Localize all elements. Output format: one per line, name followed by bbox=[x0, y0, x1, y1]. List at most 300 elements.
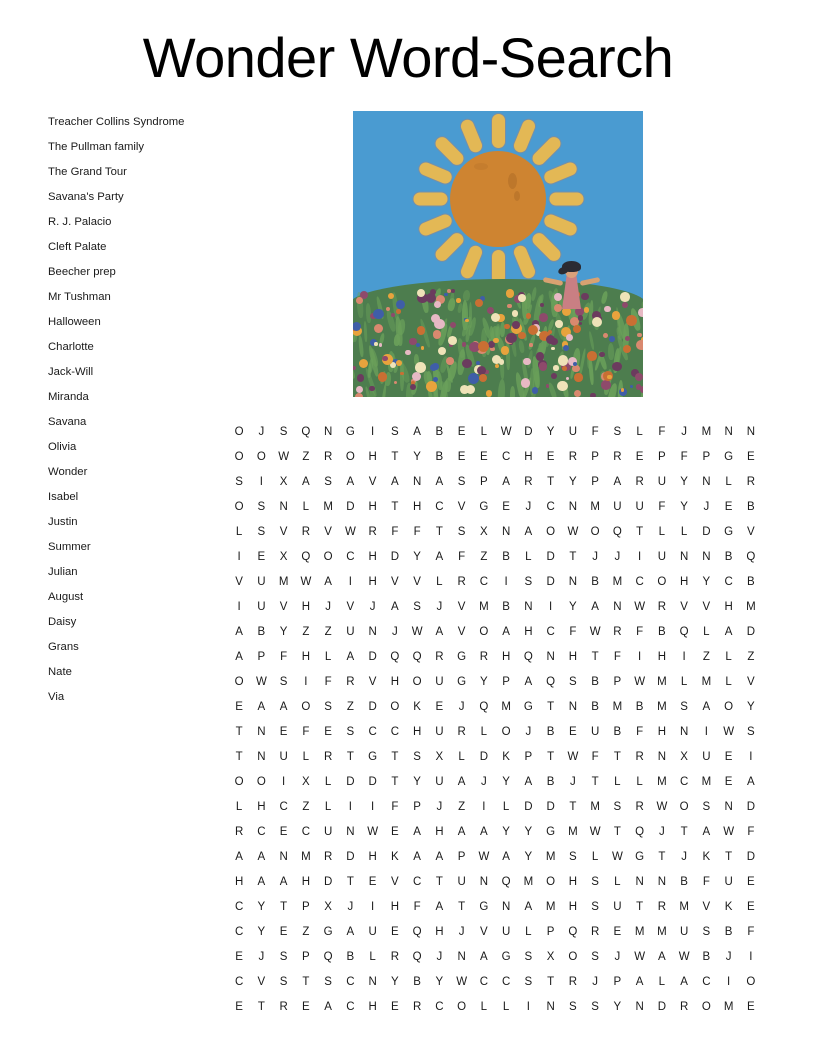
grid-cell[interactable]: N bbox=[568, 701, 578, 713]
grid-cell[interactable]: L bbox=[302, 751, 310, 763]
grid-cell[interactable]: T bbox=[391, 451, 399, 463]
grid-cell[interactable]: B bbox=[413, 976, 421, 988]
grid-cell[interactable]: H bbox=[301, 651, 311, 663]
grid-cell[interactable]: B bbox=[747, 501, 755, 513]
grid-cell[interactable]: P bbox=[613, 676, 622, 688]
grid-cell[interactable]: Q bbox=[568, 926, 578, 938]
grid-cell[interactable]: L bbox=[436, 576, 443, 588]
grid-cell[interactable]: B bbox=[591, 676, 599, 688]
grid-cell[interactable]: S bbox=[613, 426, 622, 438]
grid-cell[interactable]: W bbox=[367, 826, 379, 838]
grid-cell[interactable]: N bbox=[746, 426, 756, 438]
grid-cell[interactable]: J bbox=[436, 601, 443, 613]
grid-cell[interactable]: M bbox=[657, 926, 667, 938]
grid-cell[interactable]: L bbox=[480, 726, 488, 738]
grid-cell[interactable]: A bbox=[413, 826, 421, 838]
grid-cell[interactable]: E bbox=[546, 451, 555, 463]
grid-cell[interactable]: U bbox=[657, 476, 667, 488]
grid-cell[interactable]: B bbox=[435, 451, 444, 463]
grid-cell[interactable]: E bbox=[279, 826, 288, 838]
grid-cell[interactable]: I bbox=[371, 426, 375, 438]
grid-cell[interactable]: B bbox=[435, 426, 444, 438]
grid-cell[interactable]: R bbox=[746, 476, 756, 488]
grid-cell[interactable]: D bbox=[479, 751, 489, 763]
grid-cell[interactable]: L bbox=[235, 801, 243, 813]
grid-cell[interactable]: S bbox=[457, 526, 466, 538]
grid-cell[interactable]: T bbox=[725, 851, 733, 863]
grid-cell[interactable]: J bbox=[481, 776, 487, 788]
grid-cell[interactable]: C bbox=[546, 626, 555, 638]
grid-cell[interactable]: J bbox=[436, 801, 443, 813]
grid-cell[interactable]: O bbox=[590, 526, 600, 538]
grid-cell[interactable]: I bbox=[348, 801, 352, 813]
grid-cell[interactable]: R bbox=[613, 626, 622, 638]
grid-cell[interactable]: D bbox=[546, 551, 555, 563]
grid-cell[interactable]: W bbox=[611, 851, 623, 863]
grid-cell[interactable]: S bbox=[235, 476, 243, 488]
grid-cell[interactable]: O bbox=[479, 626, 489, 638]
grid-cell[interactable]: Q bbox=[546, 676, 556, 688]
grid-cell[interactable]: Z bbox=[458, 801, 466, 813]
grid-cell[interactable]: G bbox=[546, 826, 556, 838]
grid-cell[interactable]: M bbox=[701, 676, 712, 688]
grid-cell[interactable]: R bbox=[679, 1001, 689, 1013]
grid-cell[interactable]: N bbox=[657, 876, 667, 888]
grid-cell[interactable]: E bbox=[391, 826, 399, 838]
grid-cell[interactable]: R bbox=[390, 951, 400, 963]
grid-cell[interactable]: A bbox=[257, 876, 266, 888]
grid-cell[interactable]: A bbox=[302, 476, 310, 488]
grid-cell[interactable]: L bbox=[525, 551, 532, 563]
grid-cell[interactable]: H bbox=[524, 451, 533, 463]
grid-cell[interactable]: C bbox=[435, 1001, 444, 1013]
grid-cell[interactable]: U bbox=[724, 876, 733, 888]
grid-cell[interactable]: W bbox=[300, 576, 312, 588]
grid-cell[interactable]: T bbox=[302, 976, 310, 988]
grid-cell[interactable]: M bbox=[545, 901, 556, 913]
grid-cell[interactable]: A bbox=[480, 951, 488, 963]
grid-cell[interactable]: P bbox=[546, 926, 555, 938]
grid-cell[interactable]: C bbox=[501, 451, 511, 463]
grid-cell[interactable]: O bbox=[256, 451, 266, 463]
grid-cell[interactable]: A bbox=[235, 851, 243, 863]
grid-cell[interactable]: F bbox=[413, 526, 421, 538]
grid-cell[interactable]: C bbox=[257, 826, 266, 838]
grid-cell[interactable]: U bbox=[435, 726, 444, 738]
grid-cell[interactable]: N bbox=[346, 826, 355, 838]
grid-cell[interactable]: V bbox=[391, 576, 399, 588]
grid-cell[interactable]: A bbox=[324, 1001, 332, 1013]
grid-cell[interactable]: Z bbox=[302, 926, 310, 938]
grid-cell[interactable]: F bbox=[302, 726, 310, 738]
grid-cell[interactable]: X bbox=[302, 776, 310, 788]
grid-cell[interactable]: V bbox=[480, 926, 488, 938]
grid-cell[interactable]: Q bbox=[412, 951, 422, 963]
grid-cell[interactable]: U bbox=[635, 501, 644, 513]
grid-cell[interactable]: P bbox=[658, 451, 666, 463]
grid-cell[interactable]: S bbox=[324, 476, 332, 488]
grid-cell[interactable]: T bbox=[391, 501, 399, 513]
grid-cell[interactable]: N bbox=[546, 651, 555, 663]
grid-cell[interactable]: Y bbox=[702, 576, 711, 588]
grid-cell[interactable]: L bbox=[591, 851, 599, 863]
grid-cell[interactable]: D bbox=[746, 851, 756, 863]
grid-cell[interactable]: M bbox=[634, 926, 645, 938]
grid-cell[interactable]: S bbox=[279, 426, 288, 438]
grid-cell[interactable]: N bbox=[257, 751, 266, 763]
grid-cell[interactable]: J bbox=[681, 426, 687, 438]
grid-cell[interactable]: E bbox=[235, 701, 243, 713]
grid-cell[interactable]: A bbox=[435, 476, 444, 488]
grid-cell[interactable]: N bbox=[279, 501, 288, 513]
grid-cell[interactable]: N bbox=[679, 551, 689, 563]
grid-cell[interactable]: E bbox=[747, 876, 755, 888]
grid-cell[interactable]: M bbox=[723, 1001, 734, 1013]
grid-cell[interactable]: A bbox=[502, 476, 510, 488]
grid-cell[interactable]: I bbox=[704, 726, 708, 738]
grid-cell[interactable]: O bbox=[546, 876, 556, 888]
grid-cell[interactable]: U bbox=[368, 926, 377, 938]
grid-cell[interactable]: A bbox=[413, 851, 421, 863]
grid-cell[interactable]: R bbox=[346, 676, 355, 688]
grid-cell[interactable]: R bbox=[234, 826, 244, 838]
grid-cell[interactable]: M bbox=[545, 851, 556, 863]
grid-cell[interactable]: E bbox=[235, 951, 243, 963]
grid-cell[interactable]: H bbox=[234, 876, 244, 888]
grid-cell[interactable]: L bbox=[725, 676, 732, 688]
grid-cell[interactable]: I bbox=[638, 551, 642, 563]
grid-cell[interactable]: D bbox=[346, 776, 355, 788]
grid-cell[interactable]: A bbox=[346, 926, 355, 938]
grid-cell[interactable]: C bbox=[501, 976, 511, 988]
grid-cell[interactable]: J bbox=[369, 601, 376, 613]
grid-cell[interactable]: N bbox=[613, 601, 622, 613]
grid-cell[interactable]: A bbox=[524, 526, 533, 538]
grid-cell[interactable]: D bbox=[702, 526, 711, 538]
grid-cell[interactable]: L bbox=[525, 926, 532, 938]
grid-cell[interactable]: H bbox=[501, 651, 511, 663]
grid-cell[interactable]: L bbox=[502, 801, 510, 813]
grid-cell[interactable]: U bbox=[323, 826, 333, 838]
grid-cell[interactable]: D bbox=[657, 1001, 667, 1013]
grid-cell[interactable]: D bbox=[346, 501, 355, 513]
grid-cell[interactable]: C bbox=[234, 926, 244, 938]
grid-cell[interactable]: A bbox=[391, 476, 399, 488]
grid-cell[interactable]: N bbox=[501, 901, 511, 913]
grid-cell[interactable]: L bbox=[614, 776, 621, 788]
grid-cell[interactable]: I bbox=[371, 901, 375, 913]
grid-cell[interactable]: V bbox=[702, 901, 711, 913]
grid-cell[interactable]: K bbox=[702, 851, 711, 863]
grid-cell[interactable]: R bbox=[435, 651, 444, 663]
grid-cell[interactable]: H bbox=[412, 726, 422, 738]
grid-cell[interactable]: S bbox=[569, 676, 577, 688]
grid-cell[interactable]: H bbox=[679, 576, 689, 588]
grid-cell[interactable]: W bbox=[567, 526, 579, 538]
grid-cell[interactable]: T bbox=[391, 776, 399, 788]
grid-cell[interactable]: C bbox=[412, 876, 422, 888]
grid-cell[interactable]: A bbox=[279, 701, 288, 713]
grid-cell[interactable]: B bbox=[747, 576, 755, 588]
grid-cell[interactable]: G bbox=[345, 426, 355, 438]
grid-cell[interactable]: O bbox=[701, 1001, 711, 1013]
grid-cell[interactable]: V bbox=[279, 526, 288, 538]
grid-cell[interactable]: I bbox=[259, 476, 263, 488]
grid-cell[interactable]: C bbox=[234, 901, 244, 913]
grid-cell[interactable]: L bbox=[369, 951, 376, 963]
grid-cell[interactable]: V bbox=[457, 601, 466, 613]
grid-cell[interactable]: Y bbox=[569, 476, 577, 488]
grid-cell[interactable]: Q bbox=[523, 651, 533, 663]
grid-cell[interactable]: Y bbox=[391, 976, 399, 988]
grid-cell[interactable]: C bbox=[346, 976, 355, 988]
grid-cell[interactable]: S bbox=[279, 676, 288, 688]
grid-cell[interactable]: I bbox=[549, 601, 553, 613]
grid-cell[interactable]: P bbox=[302, 901, 310, 913]
grid-cell[interactable]: R bbox=[368, 526, 377, 538]
grid-cell[interactable]: S bbox=[346, 726, 355, 738]
grid-cell[interactable]: S bbox=[591, 901, 599, 913]
grid-cell[interactable]: H bbox=[368, 451, 377, 463]
grid-cell[interactable]: V bbox=[324, 526, 332, 538]
grid-cell[interactable]: E bbox=[368, 876, 377, 888]
grid-cell[interactable]: D bbox=[524, 801, 533, 813]
grid-cell[interactable]: M bbox=[323, 501, 333, 513]
grid-cell[interactable]: G bbox=[479, 501, 489, 513]
grid-cell[interactable]: V bbox=[368, 476, 377, 488]
grid-cell[interactable]: C bbox=[346, 551, 355, 563]
grid-cell[interactable]: Z bbox=[302, 626, 310, 638]
grid-cell[interactable]: S bbox=[257, 501, 266, 513]
grid-cell[interactable]: F bbox=[680, 451, 688, 463]
grid-cell[interactable]: V bbox=[457, 501, 466, 513]
grid-cell[interactable]: T bbox=[346, 751, 354, 763]
grid-cell[interactable]: H bbox=[368, 501, 377, 513]
grid-cell[interactable]: W bbox=[723, 826, 735, 838]
grid-cell[interactable]: H bbox=[412, 501, 422, 513]
grid-cell[interactable]: O bbox=[234, 451, 244, 463]
grid-cell[interactable]: W bbox=[589, 826, 601, 838]
grid-cell[interactable]: A bbox=[702, 701, 711, 713]
grid-cell[interactable]: C bbox=[679, 776, 689, 788]
grid-cell[interactable]: A bbox=[435, 626, 444, 638]
grid-cell[interactable]: S bbox=[591, 876, 599, 888]
grid-cell[interactable]: O bbox=[234, 776, 244, 788]
grid-cell[interactable]: U bbox=[435, 776, 444, 788]
grid-cell[interactable]: Y bbox=[435, 976, 444, 988]
grid-cell[interactable]: E bbox=[502, 501, 510, 513]
grid-cell[interactable]: K bbox=[391, 851, 399, 863]
grid-cell[interactable]: T bbox=[658, 851, 666, 863]
grid-cell[interactable]: B bbox=[680, 876, 688, 888]
grid-cell[interactable]: Y bbox=[413, 451, 421, 463]
grid-cell[interactable]: O bbox=[724, 701, 734, 713]
grid-cell[interactable]: C bbox=[435, 501, 444, 513]
grid-cell[interactable]: E bbox=[613, 926, 622, 938]
grid-cell[interactable]: R bbox=[457, 726, 466, 738]
grid-cell[interactable]: O bbox=[345, 451, 355, 463]
grid-cell[interactable]: Q bbox=[612, 526, 622, 538]
grid-cell[interactable]: L bbox=[458, 751, 465, 763]
grid-cell[interactable]: R bbox=[613, 451, 622, 463]
grid-cell[interactable]: S bbox=[324, 976, 332, 988]
grid-cell[interactable]: B bbox=[346, 951, 355, 963]
grid-cell[interactable]: G bbox=[724, 526, 734, 538]
grid-cell[interactable]: J bbox=[258, 951, 265, 963]
grid-cell[interactable]: P bbox=[702, 451, 711, 463]
grid-cell[interactable]: N bbox=[279, 851, 288, 863]
grid-cell[interactable]: I bbox=[282, 776, 286, 788]
grid-cell[interactable]: A bbox=[658, 951, 666, 963]
grid-cell[interactable]: I bbox=[371, 801, 375, 813]
grid-cell[interactable]: S bbox=[279, 976, 288, 988]
grid-cell[interactable]: O bbox=[301, 701, 311, 713]
grid-cell[interactable]: T bbox=[458, 901, 466, 913]
grid-cell[interactable]: F bbox=[747, 826, 755, 838]
grid-cell[interactable]: U bbox=[279, 751, 288, 763]
grid-cell[interactable]: L bbox=[502, 1001, 510, 1013]
grid-cell[interactable]: N bbox=[702, 551, 711, 563]
grid-cell[interactable]: D bbox=[368, 701, 377, 713]
grid-cell[interactable]: O bbox=[746, 976, 756, 988]
grid-cell[interactable]: P bbox=[591, 476, 599, 488]
grid-cell[interactable]: A bbox=[257, 851, 266, 863]
grid-cell[interactable]: E bbox=[480, 451, 488, 463]
grid-cell[interactable]: X bbox=[324, 901, 332, 913]
grid-cell[interactable]: D bbox=[546, 576, 555, 588]
grid-cell[interactable]: J bbox=[614, 951, 621, 963]
grid-cell[interactable]: V bbox=[747, 526, 755, 538]
grid-cell[interactable]: Y bbox=[502, 776, 510, 788]
grid-cell[interactable]: S bbox=[457, 476, 466, 488]
grid-cell[interactable]: F bbox=[591, 751, 599, 763]
grid-cell[interactable]: F bbox=[569, 626, 577, 638]
grid-cell[interactable]: D bbox=[746, 626, 756, 638]
grid-cell[interactable]: W bbox=[411, 626, 423, 638]
grid-cell[interactable]: E bbox=[635, 451, 644, 463]
grid-cell[interactable]: W bbox=[478, 851, 490, 863]
grid-cell[interactable]: B bbox=[724, 551, 733, 563]
grid-cell[interactable]: A bbox=[524, 901, 533, 913]
grid-cell[interactable]: W bbox=[678, 951, 690, 963]
grid-cell[interactable]: G bbox=[635, 851, 645, 863]
grid-cell[interactable]: H bbox=[568, 876, 578, 888]
grid-cell[interactable]: D bbox=[368, 776, 377, 788]
grid-cell[interactable]: I bbox=[727, 976, 731, 988]
grid-cell[interactable]: J bbox=[458, 701, 465, 713]
grid-cell[interactable]: X bbox=[279, 476, 288, 488]
grid-cell[interactable]: V bbox=[279, 601, 288, 613]
grid-cell[interactable]: U bbox=[346, 626, 355, 638]
grid-cell[interactable]: Y bbox=[546, 426, 555, 438]
grid-cell[interactable]: B bbox=[502, 551, 510, 563]
grid-cell[interactable]: A bbox=[747, 776, 755, 788]
grid-cell[interactable]: F bbox=[658, 501, 666, 513]
grid-cell[interactable]: L bbox=[235, 526, 243, 538]
grid-cell[interactable]: L bbox=[480, 1001, 488, 1013]
grid-cell[interactable]: I bbox=[749, 751, 753, 763]
grid-cell[interactable]: M bbox=[657, 676, 667, 688]
grid-cell[interactable]: E bbox=[457, 426, 466, 438]
grid-cell[interactable]: Z bbox=[702, 651, 710, 663]
grid-cell[interactable]: U bbox=[501, 926, 511, 938]
grid-cell[interactable]: L bbox=[680, 676, 688, 688]
grid-cell[interactable]: R bbox=[635, 476, 644, 488]
grid-cell[interactable]: S bbox=[524, 576, 533, 588]
grid-cell[interactable]: H bbox=[301, 601, 311, 613]
grid-cell[interactable]: O bbox=[256, 776, 266, 788]
grid-cell[interactable]: T bbox=[235, 726, 243, 738]
grid-cell[interactable]: S bbox=[680, 701, 688, 713]
grid-cell[interactable]: N bbox=[702, 476, 711, 488]
grid-cell[interactable]: T bbox=[569, 801, 577, 813]
grid-cell[interactable]: D bbox=[390, 551, 400, 563]
grid-cell[interactable]: E bbox=[279, 726, 288, 738]
grid-cell[interactable]: R bbox=[323, 751, 333, 763]
grid-cell[interactable]: P bbox=[457, 851, 466, 863]
grid-cell[interactable]: H bbox=[390, 676, 400, 688]
grid-cell[interactable]: J bbox=[392, 626, 398, 638]
grid-cell[interactable]: U bbox=[435, 676, 444, 688]
grid-cell[interactable]: A bbox=[235, 626, 243, 638]
grid-cell[interactable]: N bbox=[657, 751, 667, 763]
grid-cell[interactable]: Q bbox=[679, 626, 689, 638]
grid-cell[interactable]: L bbox=[636, 426, 643, 438]
grid-cell[interactable]: Q bbox=[635, 826, 645, 838]
grid-cell[interactable]: H bbox=[657, 726, 667, 738]
grid-cell[interactable]: J bbox=[725, 951, 732, 963]
grid-cell[interactable]: B bbox=[546, 726, 555, 738]
grid-cell[interactable]: I bbox=[237, 551, 241, 563]
grid-cell[interactable]: E bbox=[569, 726, 577, 738]
grid-cell[interactable]: M bbox=[612, 576, 623, 588]
grid-cell[interactable]: O bbox=[234, 501, 244, 513]
grid-cell[interactable]: Q bbox=[390, 651, 400, 663]
grid-cell[interactable]: C bbox=[546, 501, 555, 513]
grid-cell[interactable]: R bbox=[479, 651, 489, 663]
grid-cell[interactable]: Y bbox=[680, 501, 688, 513]
grid-cell[interactable]: K bbox=[502, 751, 510, 763]
grid-cell[interactable]: T bbox=[591, 651, 599, 663]
grid-cell[interactable]: H bbox=[368, 1001, 377, 1013]
grid-cell[interactable]: H bbox=[657, 651, 667, 663]
grid-cell[interactable]: C bbox=[234, 976, 244, 988]
grid-cell[interactable]: T bbox=[257, 1001, 265, 1013]
grid-cell[interactable]: A bbox=[435, 901, 444, 913]
grid-cell[interactable]: F bbox=[324, 676, 332, 688]
grid-cell[interactable]: L bbox=[658, 976, 666, 988]
grid-cell[interactable]: A bbox=[391, 601, 399, 613]
grid-cell[interactable]: R bbox=[323, 451, 333, 463]
grid-cell[interactable]: O bbox=[457, 1001, 467, 1013]
grid-cell[interactable]: C bbox=[390, 726, 400, 738]
grid-cell[interactable]: A bbox=[480, 826, 488, 838]
grid-cell[interactable]: G bbox=[368, 751, 378, 763]
grid-cell[interactable]: W bbox=[656, 801, 668, 813]
grid-cell[interactable]: Y bbox=[413, 551, 421, 563]
grid-cell[interactable]: W bbox=[456, 976, 468, 988]
grid-cell[interactable]: C bbox=[635, 576, 644, 588]
grid-cell[interactable]: J bbox=[703, 501, 710, 513]
grid-cell[interactable]: D bbox=[546, 801, 555, 813]
grid-cell[interactable]: Y bbox=[413, 776, 421, 788]
grid-cell[interactable]: N bbox=[257, 726, 266, 738]
grid-cell[interactable]: T bbox=[391, 751, 399, 763]
grid-cell[interactable]: E bbox=[235, 1001, 243, 1013]
grid-cell[interactable]: Y bbox=[279, 626, 288, 638]
grid-cell[interactable]: O bbox=[679, 801, 689, 813]
grid-cell[interactable]: A bbox=[702, 826, 711, 838]
